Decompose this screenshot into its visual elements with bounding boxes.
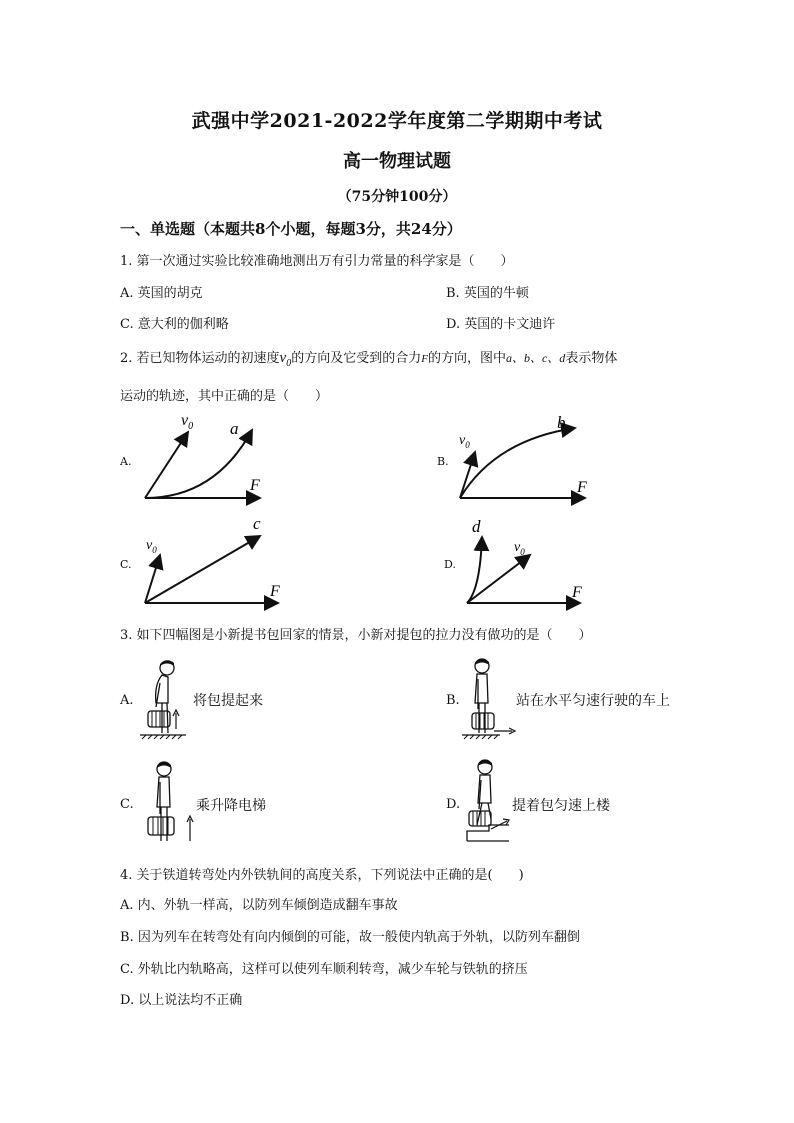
option-text: 英国的胡克 xyxy=(137,286,203,301)
force-label: F xyxy=(572,584,582,601)
v0-label: $v_0$ xyxy=(181,412,194,432)
exam-time-note: （75分钟100分） xyxy=(337,189,457,205)
q3-option-b-text[interactable]: 站在水平匀速行驶的车上 xyxy=(516,693,670,709)
stem-text: 2. 若已知物体运动的初速度 xyxy=(120,351,280,366)
curve-label: a xyxy=(230,419,239,438)
q1-option-a[interactable] xyxy=(120,282,203,301)
q2-figure-b xyxy=(455,410,595,505)
question-1-stem: 1. 第一次通过实验比较准确地测出万有引力常量的科学家是（ ） xyxy=(120,254,514,269)
option-text: 因为列车在转弯处有向内倾倒的可能，故一般使内轨高于外轨，以防列车翻倒 xyxy=(137,930,580,945)
option-text: 外轨比内轨略高，这样可以使列车顺利转弯，减少车轮与铁轨的挤压 xyxy=(137,962,528,977)
person-body xyxy=(157,777,170,807)
v0-arrow xyxy=(467,555,530,603)
person-body xyxy=(475,674,488,703)
q4-option-a[interactable] xyxy=(120,894,398,913)
option-text: 意大利的伽利略 xyxy=(137,317,229,332)
option-text: 英国的卡文迪许 xyxy=(464,317,556,332)
q2-option-c-letter[interactable]: C. xyxy=(120,558,132,571)
exam-subtitle: 高一物理试题 xyxy=(343,151,451,172)
stairs xyxy=(467,825,509,841)
q3-option-a-text[interactable]: 将包提起来 xyxy=(193,693,263,709)
curve-label: c xyxy=(253,514,261,533)
v0-symbol: $v_0$ xyxy=(279,350,292,369)
question-4-stem: 4. 关于铁道转弯处内外铁轨间的高度关系，下列说法中正确的是( ) xyxy=(120,868,524,883)
option-letter: A. xyxy=(120,286,134,301)
stem-text: 表示物体 xyxy=(565,351,618,366)
q2-figure-a xyxy=(140,410,270,505)
v0-label: $v_0$ xyxy=(146,538,157,555)
q2-figure-c xyxy=(140,515,290,610)
q2-option-a-letter[interactable]: A. xyxy=(120,455,132,468)
force-label: F xyxy=(250,477,260,494)
v0-arrow xyxy=(145,432,188,498)
q4-option-b[interactable] xyxy=(120,926,580,945)
v0-arrow xyxy=(460,452,475,498)
q3-option-d-letter[interactable]: D. xyxy=(446,797,461,812)
q4-option-d[interactable] xyxy=(120,989,242,1008)
bag xyxy=(472,713,494,729)
option-text: 以上说法均不正确 xyxy=(138,993,243,1008)
question-3-stem: 3. 如下四幅图是小新提书包回家的情景，小新对提包的拉力没有做功的是（ ） xyxy=(120,628,592,643)
option-letter: C. xyxy=(120,317,134,332)
q3-option-b-letter[interactable]: B. xyxy=(446,693,460,708)
q3-option-a-letter[interactable]: A. xyxy=(120,693,134,708)
question-2-stem xyxy=(120,347,617,369)
option-letter: A. xyxy=(120,898,134,913)
option-text: 内、外轨一样高，以防列车倾倒造成翻车事故 xyxy=(137,898,398,913)
v0-label: $v_0$ xyxy=(514,540,525,557)
curve-label: d xyxy=(472,517,481,536)
option-letter: B. xyxy=(446,286,460,301)
stem-text: 的方向及它受到的合力 xyxy=(291,351,422,366)
v0-label: $v_0$ xyxy=(459,433,470,450)
force-label: F xyxy=(270,583,280,600)
person-hair xyxy=(478,760,492,766)
person-leg xyxy=(167,703,168,733)
option-text: 英国的牛顿 xyxy=(463,286,529,301)
curve-letters: a、b、c、d xyxy=(505,351,566,365)
option-letter: D. xyxy=(446,317,461,332)
q3-figure-c xyxy=(140,757,200,845)
exam-title: 武强中学2021-2022学年度第二学期期中考试 xyxy=(191,110,603,132)
q1-option-d[interactable] xyxy=(446,313,555,332)
q3-figure-d xyxy=(463,757,513,845)
force-symbol: F xyxy=(421,353,428,365)
option-letter: D. xyxy=(120,993,135,1008)
q1-option-c[interactable] xyxy=(120,313,229,332)
section-heading: 一、单选题（本题共8个小题，每题3分，共24分） xyxy=(120,220,462,238)
option-letter: B. xyxy=(120,930,134,945)
stem-text: 的方向，图中 xyxy=(427,351,506,366)
trajectory-curve xyxy=(145,430,252,498)
q4-option-c[interactable] xyxy=(120,958,528,977)
person-hair xyxy=(157,762,171,768)
q2-option-d-letter[interactable]: D. xyxy=(444,558,456,571)
person-hair xyxy=(475,659,489,665)
q3-figure-b xyxy=(460,655,520,741)
trajectory-line xyxy=(145,536,260,603)
option-letter: C. xyxy=(120,962,134,977)
question-2-stem-line2: 运动的轨迹，其中正确的是（ ） xyxy=(120,389,329,404)
q3-option-c-text[interactable]: 乘升降电梯 xyxy=(196,798,266,814)
trajectory-curve xyxy=(460,428,575,498)
curve-label: b xyxy=(557,413,566,432)
q3-option-c-letter[interactable]: C. xyxy=(120,797,134,812)
q2-option-b-letter[interactable]: B. xyxy=(437,455,449,468)
q1-option-b[interactable] xyxy=(446,282,529,301)
person-hair xyxy=(160,660,174,666)
q3-option-d-text[interactable]: 提着包匀速上楼 xyxy=(512,798,610,814)
q2-figure-d xyxy=(462,515,592,610)
force-label: F xyxy=(577,479,587,496)
q3-figure-a xyxy=(138,655,188,741)
